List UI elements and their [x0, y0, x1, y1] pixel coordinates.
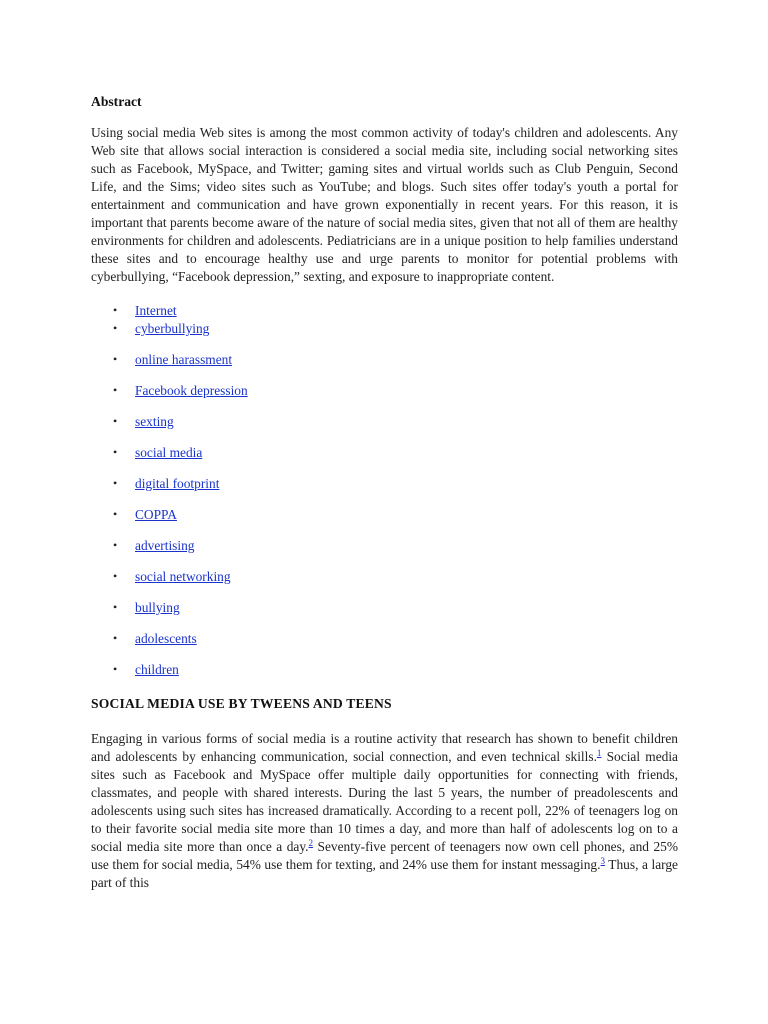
keyword-link-digital-footprint[interactable]: digital footprint: [135, 476, 220, 491]
keyword-link-children[interactable]: children: [135, 662, 179, 677]
body-text-2: Social media sites such as Facebook and MySpace offer multiple daily opportunities for connecting with friends, classmates, and people with shared interests. During the last 5 years, the number of preadolescents and adolescents using such sites has increased dramatically. According to a recent poll, 22% of teenagers log on to their favorite social media site more than 10 times a day, and more than half of adolescents log on to a social media site more than once a day.: [91, 749, 678, 854]
list-item: [91, 413, 678, 430]
list-item: [91, 351, 678, 368]
list-item: [91, 599, 678, 616]
body-text-4: Thus, a large part of this: [91, 857, 678, 890]
keyword-link-bullying[interactable]: bullying: [135, 600, 180, 615]
body-text-1: Engaging in various forms of social media is a routine activity that research has shown to benefit children and adolescents by enhancing communication, social connection, and even technical skills.: [91, 731, 678, 764]
list-item: [91, 506, 678, 523]
keyword-link-online-harassment[interactable]: online harassment: [135, 352, 233, 367]
section-tweens-teens: [91, 688, 678, 892]
list-item: [91, 382, 678, 399]
list-item: [91, 444, 678, 461]
abstract-heading: Abstract: [91, 94, 142, 109]
list-item: [91, 661, 678, 678]
article-page: [91, 86, 678, 892]
keyword-link-coppa[interactable]: COPPA: [135, 507, 177, 522]
list-item: [91, 630, 678, 647]
abstract-text: Using social media Web sites is among the most common activity of today's children and adolescents. Any Web site that allows social interaction is considered a social media site, including social networking sites such as Facebook, MySpace, and Twitter; gaming sites and virtual worlds such as Club Penguin, Second Life, and the Sims; video sites such as YouTube; and blogs. Such sites offer today's youth a portal for entertainment and communication and have grown exponentially in recent years. For this reason, it is important that parents become aware of the nature of social media sites, given that not all of them are healthy environments for children and adolescents. Pediatricians are in a unique position to help families understand these sites and to encourage healthy use and urge parents to monitor for potential problems with cyberbullying, “Facebook depression,” sexting, and exposure to inappropriate content.: [91, 125, 678, 284]
keyword-link-adolescents[interactable]: adolescents: [135, 631, 197, 646]
keyword-link-advertising[interactable]: advertising: [135, 538, 195, 553]
keyword-list: [91, 302, 678, 678]
keyword-link-facebook-depression[interactable]: Facebook depression: [135, 383, 248, 398]
reference-link-3[interactable]: 3: [600, 855, 605, 866]
keyword-link-social-media[interactable]: social media: [135, 445, 203, 460]
reference-link-2[interactable]: 2: [308, 837, 314, 848]
keyword-link-internet[interactable]: Internet: [135, 303, 177, 318]
section-heading: SOCIAL MEDIA USE BY TWEENS AND TEENS: [91, 696, 392, 711]
list-item: [91, 302, 678, 319]
list-item: [91, 475, 678, 492]
keyword-link-social-networking[interactable]: social networking: [135, 569, 231, 584]
list-item: [91, 320, 678, 337]
section-body: [91, 730, 678, 892]
reference-link-1[interactable]: 1: [596, 747, 602, 758]
list-item: [91, 568, 678, 585]
list-item: [91, 537, 678, 554]
keyword-link-cyberbullying[interactable]: cyberbullying: [135, 321, 210, 336]
body-text-3: Seventy-five percent of teenagers now own cell phones, and 25% use them for social media, 54% use them for texting, and 24% use them for instant messaging.: [91, 839, 678, 872]
keyword-link-sexting[interactable]: sexting: [135, 414, 174, 429]
